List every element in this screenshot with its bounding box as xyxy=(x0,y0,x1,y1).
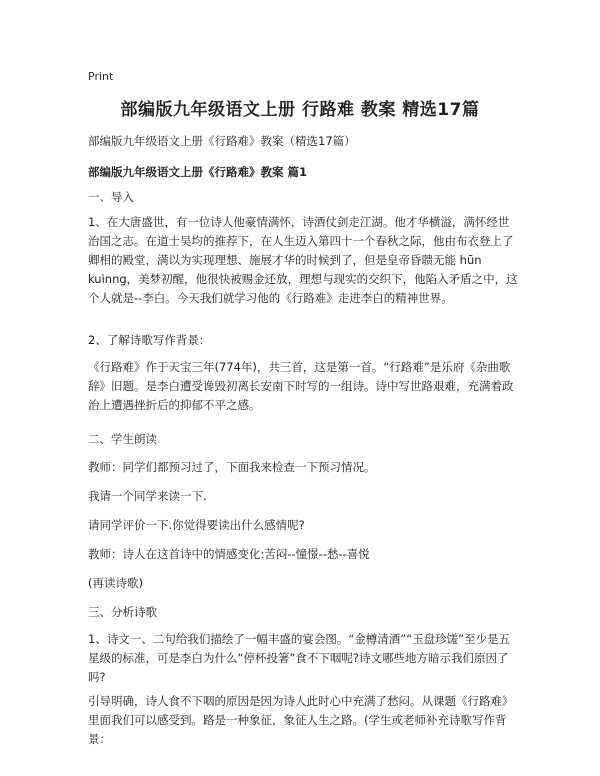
teacher-line-2-block xyxy=(88,545,520,564)
background-paragraph: 《行路难》作于天宝三年(774年)，共三首，这是第一首。“行路难”是乐府《杂曲歌辞》旧题。是李白遭受谗毁初离长安南下时写的一组诗。诗中写世路艰难，充满着政治上遭遇挫折后的抑郁不平之感。 xyxy=(88,360,514,412)
heading-reading-block xyxy=(88,430,520,449)
student-read-line-block xyxy=(88,487,520,506)
heading-analysis: 三、分析诗歌 xyxy=(88,605,157,619)
teacher-line-1: 教师：同学们都预习过了，下面我来检查一下预习情况。 xyxy=(88,460,376,474)
background-paragraph-block xyxy=(88,358,520,415)
intro-paragraph-block xyxy=(88,213,520,308)
analysis-paragraph-1: 1、诗文一、二句给我们描绘了一幅丰盛的宴会图。“金樽清酒”“玉盘珍馐”至少是五星级的标准，可是李白为什么“停杯投箸”食不下咽呢?诗文哪些地方暗示我们原因了吗? xyxy=(88,632,511,684)
analysis-paragraph-2-block xyxy=(88,692,520,749)
heading-introduction-block xyxy=(88,188,520,207)
analysis-paragraph-1-block xyxy=(88,630,520,687)
section-title: 部编版九年级语文上册《行路难》教案 篇1 xyxy=(88,165,308,179)
reread-line: (再读诗歌) xyxy=(88,576,143,590)
print-label: Print xyxy=(88,70,114,83)
evaluate-line-block xyxy=(88,516,520,535)
section-title-block xyxy=(88,163,520,182)
analysis-paragraph-2: 引导明确，诗人食不下咽的原因是因为诗人此时心中充满了愁闷。从课题《行路难》里面我们可以感受到。路是一种象征，象征人生之路。(学生或老师补充诗歌写作背景： xyxy=(88,694,514,746)
heading-reading: 二、学生朗读 xyxy=(88,432,157,446)
reread-line-block xyxy=(88,574,520,593)
document-title: 部编版九年级语文上册 行路难 教案 精选17篇 xyxy=(120,100,480,120)
background-heading-block xyxy=(88,331,520,350)
intro-paragraph: 1、在大唐盛世，有一位诗人他豪情满怀，诗酒仗剑走江湖。他才华横溢，满怀经世治国之志。在道士吴均的推荐下，在人生迈入第四十一个春秋之际，他由布衣登上了卿相的殿堂，满以为实现理想、施展才华的时候到了，但是皇帝昏聩无能 hūn kuìnng，美梦初醒，他很快被赐金还放，理想与现实的交织下，他陷入矛盾之中，这个人就是--李白。今天我们就学习他的《行路难》走进李白的精神世界。 xyxy=(88,215,518,305)
teacher-line-2: 教师：诗人在这首诗中的情感变化:苦闷--憧憬--愁--喜悦 xyxy=(88,547,370,561)
teacher-line-1-block xyxy=(88,458,520,477)
student-read-line: 我请一个同学来读一下. xyxy=(88,489,207,503)
heading-analysis-block xyxy=(88,603,520,622)
document-subtitle: 部编版九年级语文上册《行路难》教案（精选17篇） xyxy=(88,134,356,148)
subtitle-block xyxy=(88,132,520,151)
background-heading: 2、了解诗歌写作背景： xyxy=(88,333,211,347)
evaluate-line: 请同学评价一下.你觉得要读出什么感情呢? xyxy=(88,518,305,532)
heading-introduction: 一、导入 xyxy=(88,190,134,204)
